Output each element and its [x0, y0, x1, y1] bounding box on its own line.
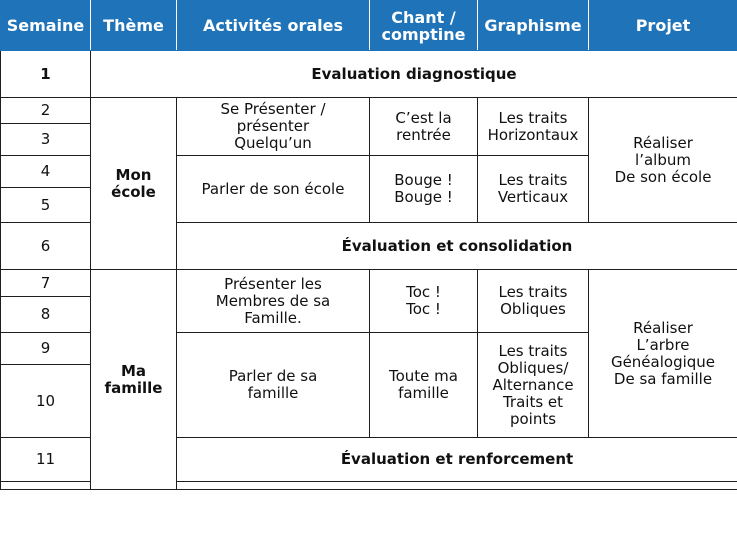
- week-number: 3: [1, 124, 91, 156]
- oral-activity: Parler de son école: [177, 156, 370, 223]
- week-number: 7: [1, 270, 91, 297]
- evaluation-consolidation: Évaluation et consolidation: [177, 223, 737, 270]
- graphism: Les traits Obliques: [478, 270, 589, 333]
- header-projet: Projet: [589, 1, 737, 51]
- oral-activity: Présenter les Membres de sa Famille.: [177, 270, 370, 333]
- empty-cell: [177, 482, 737, 490]
- graphism: Les traits Obliques/ Alternance Traits et points: [478, 333, 589, 438]
- project: Réaliser L’arbre Généalogique De sa famille: [589, 270, 737, 438]
- header-chant-comptine: Chant / comptine: [370, 1, 478, 51]
- oral-activity: Parler de sa famille: [177, 333, 370, 438]
- week-number: 2: [1, 98, 91, 124]
- week-number: 10: [1, 365, 91, 438]
- graphism: Les traits Verticaux: [478, 156, 589, 223]
- table-row: [1, 98, 737, 124]
- theme-ma-famille: Ma famille: [91, 270, 177, 490]
- week-number: 5: [1, 188, 91, 223]
- evaluation-renforcement: Évaluation et renforcement: [177, 438, 737, 482]
- header-graphisme: Graphisme: [478, 1, 589, 51]
- week-number: 8: [1, 297, 91, 333]
- week-number: 6: [1, 223, 91, 270]
- song: Toute ma famille: [370, 333, 478, 438]
- week-number: 11: [1, 438, 91, 482]
- table-row: [1, 270, 737, 297]
- header-activites-orales: Activités orales: [177, 1, 370, 51]
- oral-activity: Se Présenter / présenter Quelqu’un: [177, 98, 370, 156]
- table-row: [1, 51, 737, 98]
- project: Réaliser l’album De son école: [589, 98, 737, 223]
- song: C’est la rentrée: [370, 98, 478, 156]
- graphism: Les traits Horizontaux: [478, 98, 589, 156]
- song: Bouge ! Bouge !: [370, 156, 478, 223]
- header-semaine: Semaine: [1, 1, 91, 51]
- diagnostic-evaluation: Evaluation diagnostique: [91, 51, 737, 98]
- week-number: 1: [1, 51, 91, 98]
- header-theme: Thème: [91, 1, 177, 51]
- empty-cell: [1, 482, 91, 490]
- song: Toc ! Toc !: [370, 270, 478, 333]
- week-number: 4: [1, 156, 91, 188]
- header-row: [1, 1, 737, 51]
- week-number: 9: [1, 333, 91, 365]
- theme-mon-ecole: Mon école: [91, 98, 177, 270]
